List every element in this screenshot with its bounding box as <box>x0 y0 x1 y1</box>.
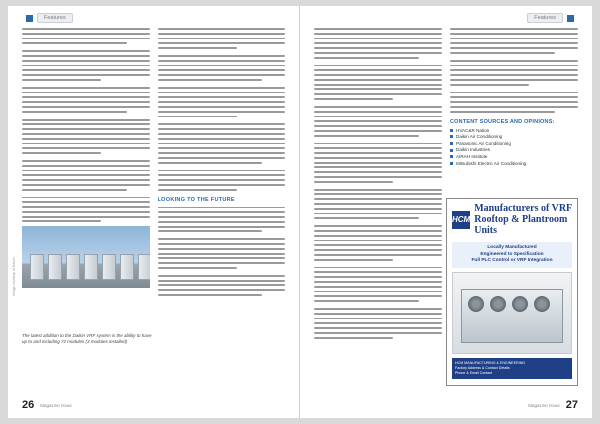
right-footer <box>528 398 578 412</box>
page-number: 26 <box>22 399 35 411</box>
body-text <box>450 28 578 113</box>
rooftop-unit-photo <box>452 272 572 354</box>
footer-text: Magazine Issue <box>528 402 560 408</box>
footer-text: Magazine Issue <box>40 402 72 408</box>
photo-credit-vertical <box>12 196 18 296</box>
sources-list <box>450 128 578 168</box>
ad-features-band <box>452 242 572 268</box>
left-footer <box>22 398 72 412</box>
hcm-logo: HCM <box>452 211 470 229</box>
right-page <box>300 6 592 418</box>
photo-caption: The latest addition to the Daikin VRF system is the ability to have up to and including 72 modules (3 modules installed) <box>22 333 152 344</box>
ad-contact-line: Factory Address & Contact Details <box>455 365 510 370</box>
photo-credit-text: Image courtesy of Daikin <box>12 257 16 296</box>
hcm-advertisement[interactable] <box>446 198 578 386</box>
right-section-tag: Features <box>527 13 563 23</box>
ad-feature-line: Locally Manufactured <box>487 245 537 250</box>
source-item: Panasonic Air Conditioning <box>450 141 578 148</box>
fan-icon <box>490 296 506 312</box>
header-square-icon <box>567 15 574 22</box>
left-column-2 <box>158 28 286 394</box>
body-text <box>314 28 442 339</box>
ad-feature-line: Full PLC Control or VRF Integration <box>471 258 553 264</box>
fan-icon <box>512 296 528 312</box>
sources-title: CONTENT SOURCES AND OPINIONS: <box>450 118 555 125</box>
source-item: Mitsubishi Electric Air Conditioning <box>450 161 578 168</box>
rooftop-unit-icon <box>461 289 563 343</box>
right-column-1 <box>314 28 442 394</box>
ad-headline: Manufacturers of VRF Rooftop & Plantroom Units <box>474 203 572 236</box>
vrf-units-photo <box>22 226 150 288</box>
source-item: Daikin Industries <box>450 147 578 154</box>
source-item: AIRAH Institute <box>450 154 578 161</box>
header-square-icon <box>26 15 33 22</box>
left-header <box>22 12 73 24</box>
fan-icon <box>468 296 484 312</box>
right-header <box>527 12 578 24</box>
section-subheading: LOOKING TO THE FUTURE <box>157 196 235 203</box>
ad-contact-line: Phone & Email Contact <box>455 370 493 375</box>
left-page <box>8 6 300 418</box>
page-number: 27 <box>565 399 578 411</box>
source-item: HVAC&R Nation <box>450 128 578 135</box>
body-text <box>158 28 286 191</box>
caption-wrap <box>22 330 156 345</box>
ad-contact-box <box>452 358 572 379</box>
body-text <box>158 207 286 296</box>
ad-feature-line: Engineered to Specification <box>480 251 544 257</box>
body-text <box>22 28 150 222</box>
magazine-spread <box>8 6 592 418</box>
source-item: Daikin Air Conditioning <box>450 134 578 141</box>
left-section-tag: Features <box>37 13 73 23</box>
ad-contact-line: HCM MANUFACTURING & ENGINEERING <box>455 360 526 365</box>
ad-header <box>447 199 577 240</box>
fan-icon <box>534 296 550 312</box>
